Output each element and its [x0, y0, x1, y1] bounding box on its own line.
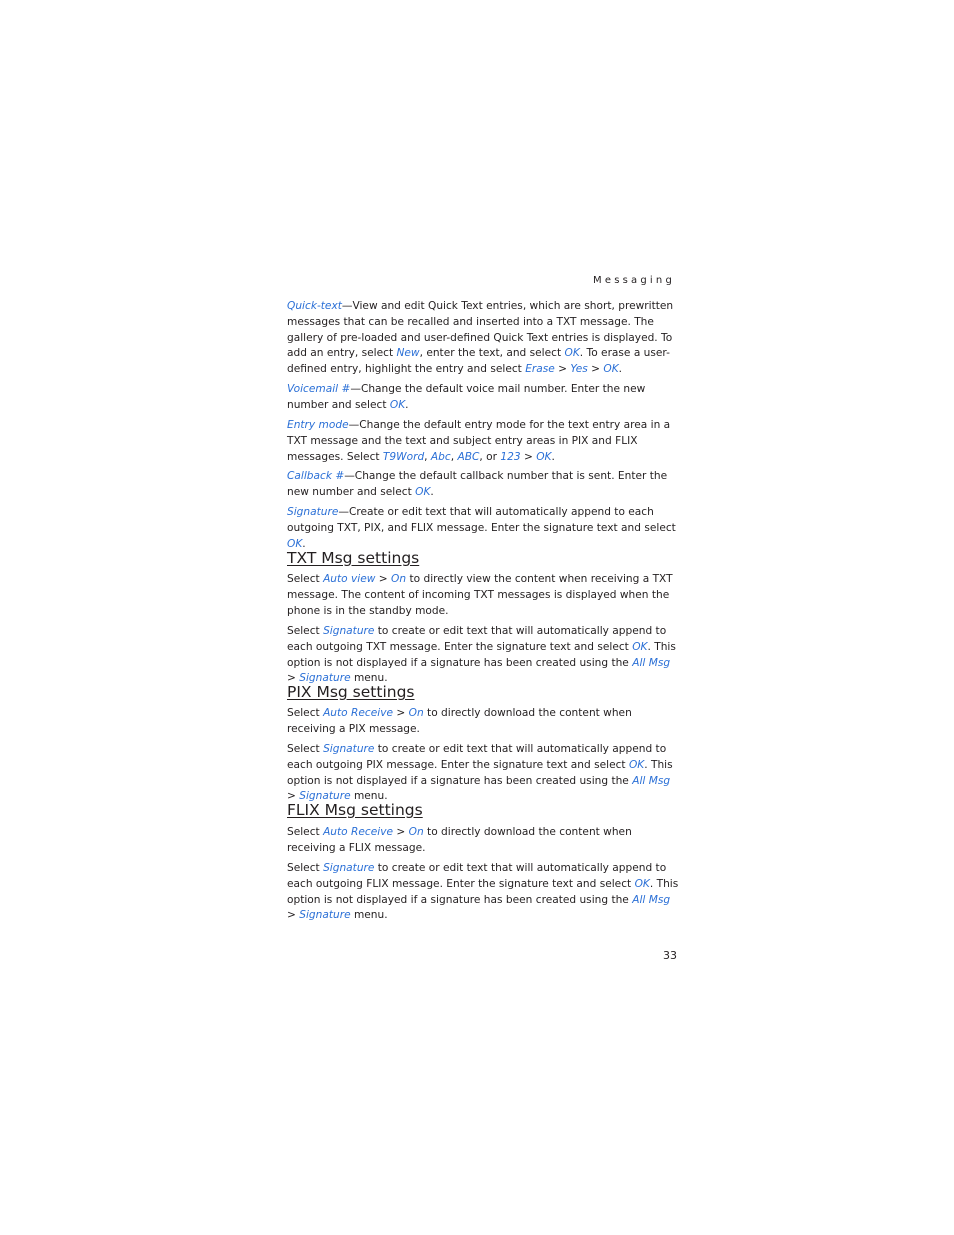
comma-or: , or: [479, 450, 501, 463]
all-msg-term: All Msg: [632, 774, 671, 787]
txt-auto-view-paragraph: [287, 572, 679, 619]
auto-view-term: Auto view: [323, 573, 376, 585]
quick-text-item: [287, 299, 679, 378]
separator: >: [392, 707, 409, 719]
ok-term: OK: [603, 363, 619, 376]
t9word-term: T9Word: [382, 450, 425, 463]
pix-auto-receive-paragraph: [287, 706, 679, 738]
flix-signature-paragraph: [287, 861, 679, 924]
yes-term: Yes: [570, 363, 588, 376]
quick-text-desc-2: , enter the text, and select: [419, 347, 565, 360]
new-term: New: [396, 347, 420, 360]
on-term: On: [391, 573, 407, 585]
text: . This option is not displayed if a signature has been created using the: [287, 640, 676, 669]
separator: >: [520, 450, 537, 463]
text: menu.: [350, 672, 388, 685]
callback-item: [287, 469, 679, 501]
on-term: On: [408, 826, 424, 838]
callback-term: Callback #: [287, 470, 345, 482]
text: Select: [287, 573, 324, 585]
entry-mode-term: Entry mode: [287, 419, 349, 431]
voicemail-term: Voicemail #: [287, 383, 351, 395]
abc-term: Abc: [430, 450, 451, 463]
text: to create or edit text that will automatically append to each outgoing FLIX message. Enter the signature text and select: [287, 862, 667, 890]
all-msg-term: All Msg: [632, 656, 671, 669]
abc-caps-term: ABC: [457, 450, 480, 463]
voicemail-desc: —Change the default voice mail number. Enter the new number and select: [287, 383, 646, 411]
period: .: [618, 363, 623, 376]
on-term: On: [408, 707, 424, 719]
text: Select: [287, 625, 324, 637]
running-header: Messaging: [593, 275, 675, 286]
quick-text-desc-3: . To erase a user-defined entry, highlight the entry and select: [287, 347, 670, 376]
ok-term: OK: [415, 485, 431, 498]
quick-text-desc: —View and edit Quick Text entries, which are short, prewritten messages that can be recalled and inserted into a TXT message. The gallery of pre-loaded and user-defined Quick Text entries is displayed. To add an entry, select: [287, 300, 674, 360]
period: .: [405, 398, 409, 411]
signature-term: Signature: [287, 506, 339, 518]
auto-receive-term: Auto Receive: [323, 826, 393, 838]
ok-term: OK: [634, 877, 650, 890]
numeric-term: 123: [500, 450, 521, 463]
callback-desc: —Change the default callback number that is sent. Enter the new number and select: [287, 470, 668, 498]
period: .: [302, 537, 306, 550]
signature-term: Signature: [299, 790, 351, 803]
ok-term: OK: [389, 398, 406, 411]
comma: ,: [424, 450, 431, 463]
signature-term: Signature: [323, 862, 375, 874]
signature-desc: —Create or edit text that will automatically append to each outgoing TXT, PIX, and FLIX message. Enter the signature text and select: [287, 506, 676, 534]
text: Select: [287, 826, 324, 838]
signature-term: Signature: [299, 672, 351, 685]
text: to create or edit text that will automatically append to each outgoing PIX message. Enter the signature text and select: [287, 743, 667, 771]
pix-settings-heading: PIX Msg settings: [287, 683, 415, 701]
separator: >: [287, 909, 300, 922]
period: .: [430, 485, 434, 498]
separator: >: [392, 826, 409, 838]
text: to directly download the content when receiving a FLIX message.: [287, 826, 632, 854]
text: . This option is not displayed if a signature has been created using the: [287, 877, 679, 906]
signature-item: [287, 505, 679, 552]
flix-settings-heading: FLIX Msg settings: [287, 801, 423, 819]
text: Select: [287, 862, 324, 874]
separator: >: [587, 363, 604, 376]
erase-term: Erase: [525, 363, 555, 376]
ok-term: OK: [632, 640, 648, 653]
flix-auto-receive-paragraph: [287, 825, 679, 857]
separator: >: [287, 790, 300, 803]
text: to create or edit text that will automatically append to each outgoing TXT message. Enter the signature text and select: [287, 625, 667, 653]
signature-term: Signature: [299, 909, 351, 922]
auto-receive-term: Auto Receive: [323, 707, 393, 719]
quick-text-term: Quick-text: [287, 300, 342, 312]
text: menu.: [350, 790, 388, 803]
separator: >: [554, 363, 571, 376]
period: .: [551, 450, 555, 463]
signature-term: Signature: [323, 743, 375, 755]
pix-signature-paragraph: [287, 742, 679, 805]
txt-settings-heading: TXT Msg settings: [287, 549, 420, 567]
signature-term: Signature: [323, 625, 375, 637]
text: to directly download the content when receiving a PIX message.: [287, 707, 632, 735]
comma: ,: [450, 450, 458, 463]
entry-mode-desc: —Change the default entry mode for the text entry area in a TXT message and the text and subject entry areas in PIX and FLIX messages. Select: [287, 419, 671, 463]
separator: >: [375, 573, 392, 585]
text: Select: [287, 743, 324, 755]
entry-mode-item: [287, 418, 679, 465]
ok-term: OK: [564, 347, 580, 360]
ok-term: OK: [287, 537, 303, 550]
text: Select: [287, 707, 324, 719]
page-number: 33: [663, 949, 677, 962]
txt-signature-paragraph: [287, 624, 679, 687]
ok-term: OK: [536, 450, 552, 463]
ok-term: OK: [628, 758, 645, 771]
voicemail-item: [287, 382, 679, 414]
all-msg-term: All Msg: [632, 893, 671, 906]
text: to directly view the content when receiving a TXT message. The content of incoming TXT messages is displayed when the phone is in the standby mode.: [287, 573, 673, 617]
text: . This option is not displayed if a signature has been created using the: [287, 758, 673, 787]
separator: >: [287, 672, 300, 685]
text: menu.: [350, 909, 388, 922]
